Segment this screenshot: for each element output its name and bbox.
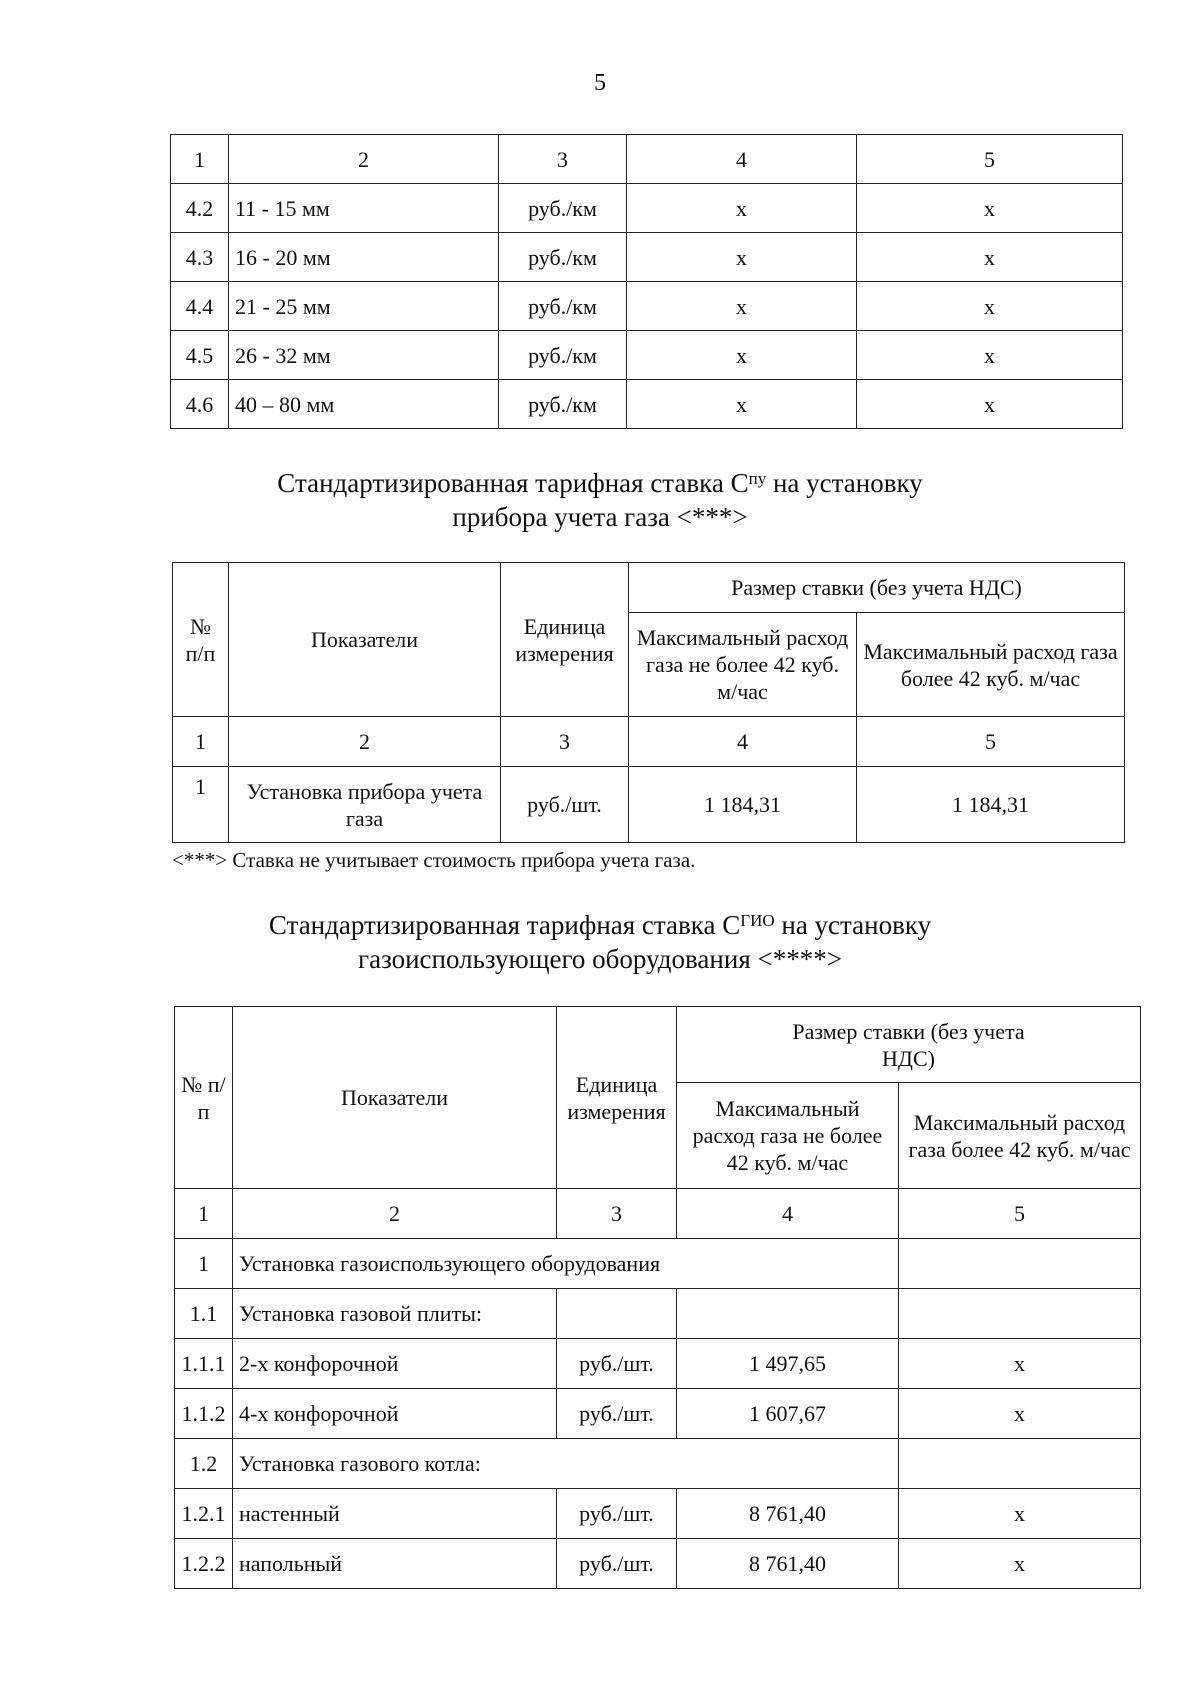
col-header-unit: Единица измерения xyxy=(501,563,629,717)
equipment-installation-table xyxy=(174,1006,1141,1589)
col-header-unit: Единица измерения xyxy=(557,1007,677,1189)
table-row: 4.5 26 - 32 мм руб./км x x xyxy=(171,331,1123,380)
col-header-max-gt: Максимальный расход газа более 42 куб. м/час xyxy=(857,613,1125,717)
col-header-indicators: Показатели xyxy=(229,563,501,717)
length-rates-table xyxy=(170,134,1123,429)
col-header-indicators: Показатели xyxy=(233,1007,557,1189)
col-header-num: № п/п xyxy=(173,563,229,717)
col-header-max-gt: Максимальный расход газа более 42 куб. м/час xyxy=(899,1083,1141,1189)
section-heading-line2: газоиспользующего оборудования <****> xyxy=(358,944,842,974)
numbering-row: 1 2 3 4 5 xyxy=(175,1189,1141,1239)
table-row: 4.3 16 - 20 мм руб./км x x xyxy=(171,233,1123,282)
section-heading-line1: Стандартизированная тарифная ставка $С^{пу}$ на установку xyxy=(277,468,923,498)
group-row: 1.1 Установка газовой плиты: xyxy=(175,1289,1141,1339)
section-heading-line1: Стандартизированная тарифная ставка $С^{ГИО}$ на установку xyxy=(268,910,932,940)
col-header-max-le: Максимальный расход газа не более 42 куб. м/час xyxy=(629,613,857,717)
col-header-max-le: Максимальный расход газа не более 42 куб. м/час xyxy=(677,1083,899,1189)
footnote: <***> Ставка не учитывает стоимость прибора учета газа. xyxy=(172,848,696,872)
table-row: 4.2 11 - 15 мм руб./км x x xyxy=(171,184,1123,233)
table-row: 1.2.1 настенный руб./шт. 8 761,40 x xyxy=(175,1489,1141,1539)
numbering-row: 1 2 3 4 5 xyxy=(173,717,1125,767)
table-row: 1.2.2 напольный руб./шт. 8 761,40 x xyxy=(175,1539,1141,1589)
table-row: 1 Установка прибора учета газа руб./шт. 1 184,31 1 184,31 xyxy=(173,767,1125,843)
meter-installation-table xyxy=(172,562,1125,843)
section-heading-line2: прибора учета газа <***> xyxy=(452,502,748,532)
group-row: 1.2 Установка газового котла: xyxy=(175,1439,1141,1489)
group-row: 1 Установка газоиспользующего оборудования xyxy=(175,1239,1141,1289)
section-heading-equipment xyxy=(0,908,1200,976)
col-header-rate: Размер ставки (без учета НДС) xyxy=(677,1007,1141,1083)
col-header-num: № п/п xyxy=(175,1007,233,1189)
table-row: 4.6 40 – 80 мм руб./км x x xyxy=(171,380,1123,429)
section-heading-meter xyxy=(0,466,1200,534)
table-row: 4.4 21 - 25 мм руб./км x x xyxy=(171,282,1123,331)
table-row: 1.1.1 2-х конфорочной руб./шт. 1 497,65 x xyxy=(175,1339,1141,1389)
col-header-rate: Размер ставки (без учета НДС) xyxy=(629,563,1125,613)
page-number: 5 xyxy=(594,70,606,96)
table-header-row: 1 2 3 4 5 xyxy=(171,135,1123,184)
table-row: 1.1.2 4-х конфорочной руб./шт. 1 607,67 x xyxy=(175,1389,1141,1439)
